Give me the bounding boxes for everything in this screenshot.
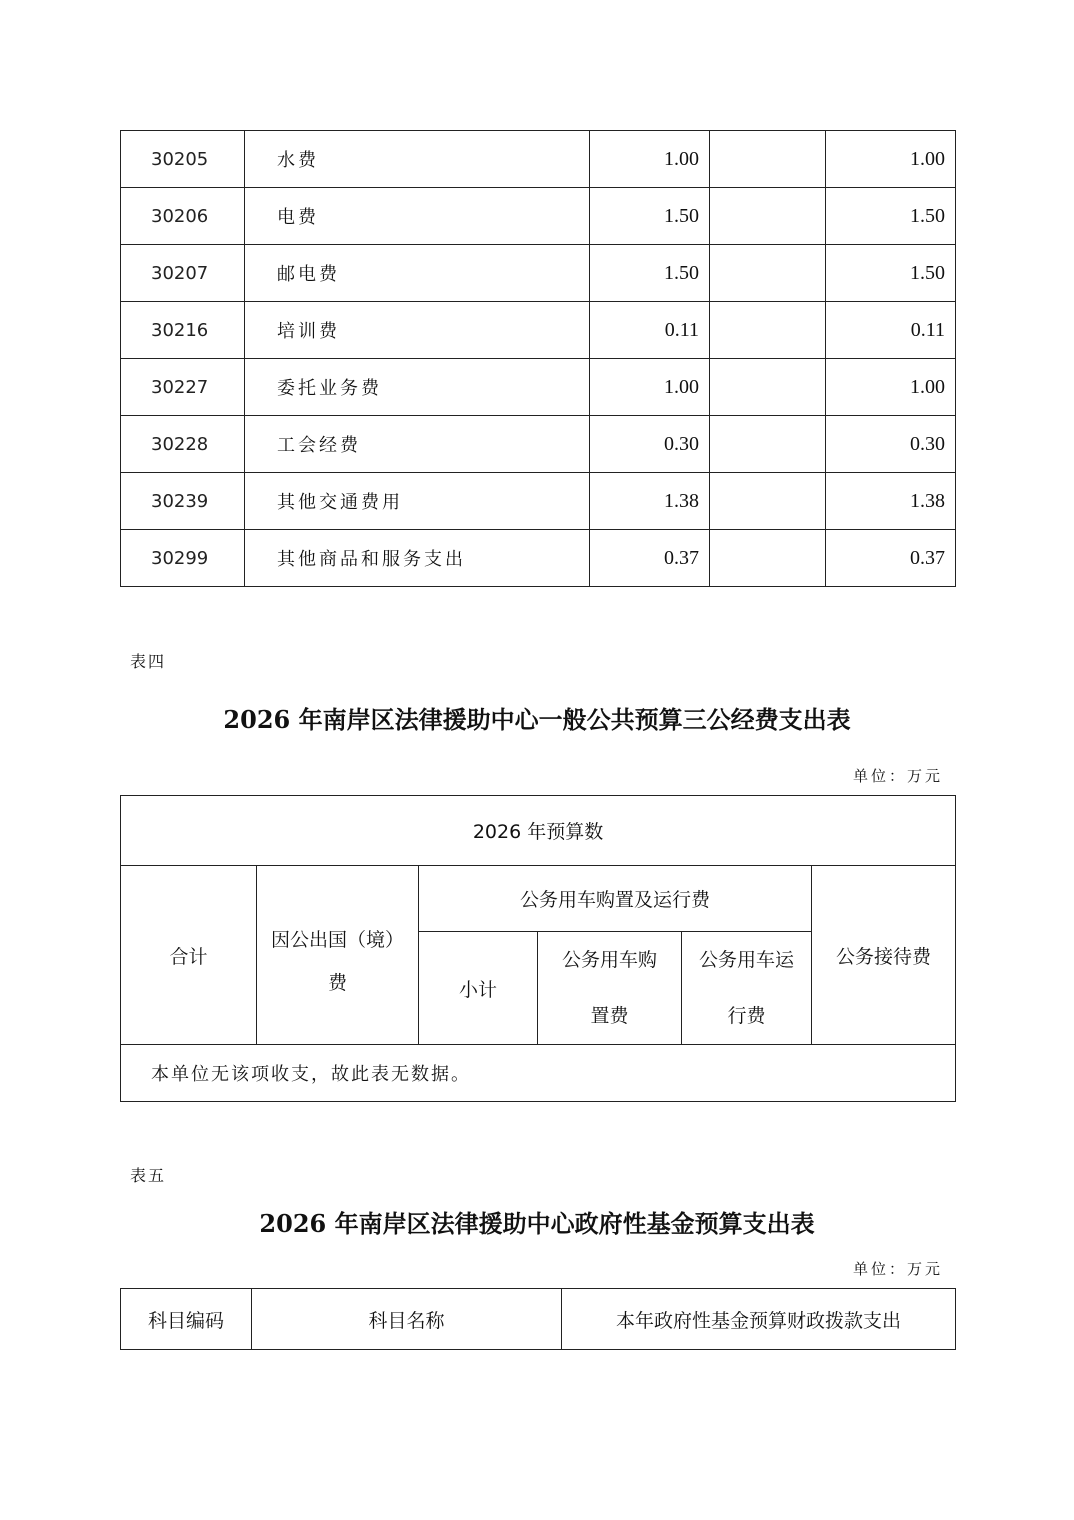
amount-total-cell: 0.37 — [590, 530, 710, 587]
subject-code-cell: 30216 — [121, 302, 245, 359]
abroad-header-line2: 费 — [327, 972, 347, 994]
subject-code-header: 科目编码 — [121, 1289, 252, 1350]
subject-name-cell: 电费 — [245, 188, 590, 245]
subject-code-cell: 30206 — [121, 188, 245, 245]
no-data-note: 本单位无该项收支，故此表无数据。 — [121, 1045, 956, 1102]
table-row — [121, 416, 956, 473]
budget-header-cell: 2026 年预算数 — [121, 796, 956, 866]
vehicle-purchase-header — [538, 932, 682, 1045]
three-public-expenses-table — [120, 795, 956, 1102]
amount-basic-cell — [710, 473, 826, 530]
abroad-header — [257, 866, 419, 1045]
amount-project-cell: 1.00 — [826, 359, 956, 416]
amount-project-cell: 0.11 — [826, 302, 956, 359]
amount-total-cell: 0.30 — [590, 416, 710, 473]
amount-total-cell: 0.11 — [590, 302, 710, 359]
expense-detail-table — [120, 130, 956, 587]
table4-unit: 单位：万元 — [852, 767, 943, 785]
reception-header: 公务接待费 — [812, 866, 956, 1045]
table-row — [121, 131, 956, 188]
amount-total-cell: 1.00 — [590, 359, 710, 416]
table-row — [121, 473, 956, 530]
vehicle-purchase-line2: 置费 — [590, 1005, 629, 1027]
subject-name-cell: 其他商品和服务支出 — [245, 530, 590, 587]
subject-code-cell: 30227 — [121, 359, 245, 416]
vehicle-operation-header — [682, 932, 812, 1045]
fund-amount-header: 本年政府性基金预算财政拨款支出 — [562, 1289, 956, 1350]
amount-basic-cell — [710, 131, 826, 188]
amount-project-cell: 1.00 — [826, 131, 956, 188]
government-fund-table — [120, 1288, 956, 1350]
table-row — [121, 302, 956, 359]
subject-code-cell: 30207 — [121, 245, 245, 302]
subject-code-cell: 30205 — [121, 131, 245, 188]
amount-basic-cell — [710, 188, 826, 245]
subject-code-cell: 30228 — [121, 416, 245, 473]
amount-project-cell: 1.50 — [826, 188, 956, 245]
amount-project-cell: 0.30 — [826, 416, 956, 473]
expense-detail-body — [121, 131, 956, 587]
subject-name-cell: 委托业务费 — [245, 359, 590, 416]
abroad-header-line1: 因公出国（境） — [270, 929, 404, 951]
amount-basic-cell — [710, 530, 826, 587]
subject-name-cell: 邮电费 — [245, 245, 590, 302]
amount-project-cell: 0.37 — [826, 530, 956, 587]
amount-total-cell: 1.50 — [590, 188, 710, 245]
amount-basic-cell — [710, 416, 826, 473]
table-row — [121, 530, 956, 587]
table5-unit: 单位：万元 — [852, 1260, 943, 1278]
table-row — [121, 359, 956, 416]
vehicle-operation-line2: 行费 — [727, 1005, 766, 1027]
table5-label: 表五 — [130, 1166, 167, 1185]
amount-basic-cell — [710, 302, 826, 359]
amount-project-cell: 1.38 — [826, 473, 956, 530]
vehicle-operation-line1: 公务用车运 — [698, 949, 794, 971]
vehicle-purchase-line1: 公务用车购 — [561, 949, 657, 971]
amount-total-cell: 1.00 — [590, 131, 710, 188]
subject-name-cell: 其他交通费用 — [245, 473, 590, 530]
amount-total-cell: 1.38 — [590, 473, 710, 530]
subject-name-cell: 水费 — [245, 131, 590, 188]
subject-name-cell: 工会经费 — [245, 416, 590, 473]
total-header: 合计 — [121, 866, 257, 1045]
amount-basic-cell — [710, 359, 826, 416]
table5-title: 2026 年南岸区法律援助中心政府性基金预算支出表 — [259, 1209, 815, 1238]
subject-code-cell: 30299 — [121, 530, 245, 587]
vehicle-header: 公务用车购置及运行费 — [419, 866, 812, 932]
subject-name-header: 科目名称 — [252, 1289, 562, 1350]
amount-project-cell: 1.50 — [826, 245, 956, 302]
table-row — [121, 245, 956, 302]
subject-code-cell: 30239 — [121, 473, 245, 530]
subtotal-header: 小计 — [419, 932, 538, 1045]
amount-total-cell: 1.50 — [590, 245, 710, 302]
table-row — [121, 188, 956, 245]
table4-label: 表四 — [130, 652, 167, 671]
subject-name-cell: 培训费 — [245, 302, 590, 359]
amount-basic-cell — [710, 245, 826, 302]
table4-title: 2026 年南岸区法律援助中心一般公共预算三公经费支出表 — [223, 705, 851, 734]
